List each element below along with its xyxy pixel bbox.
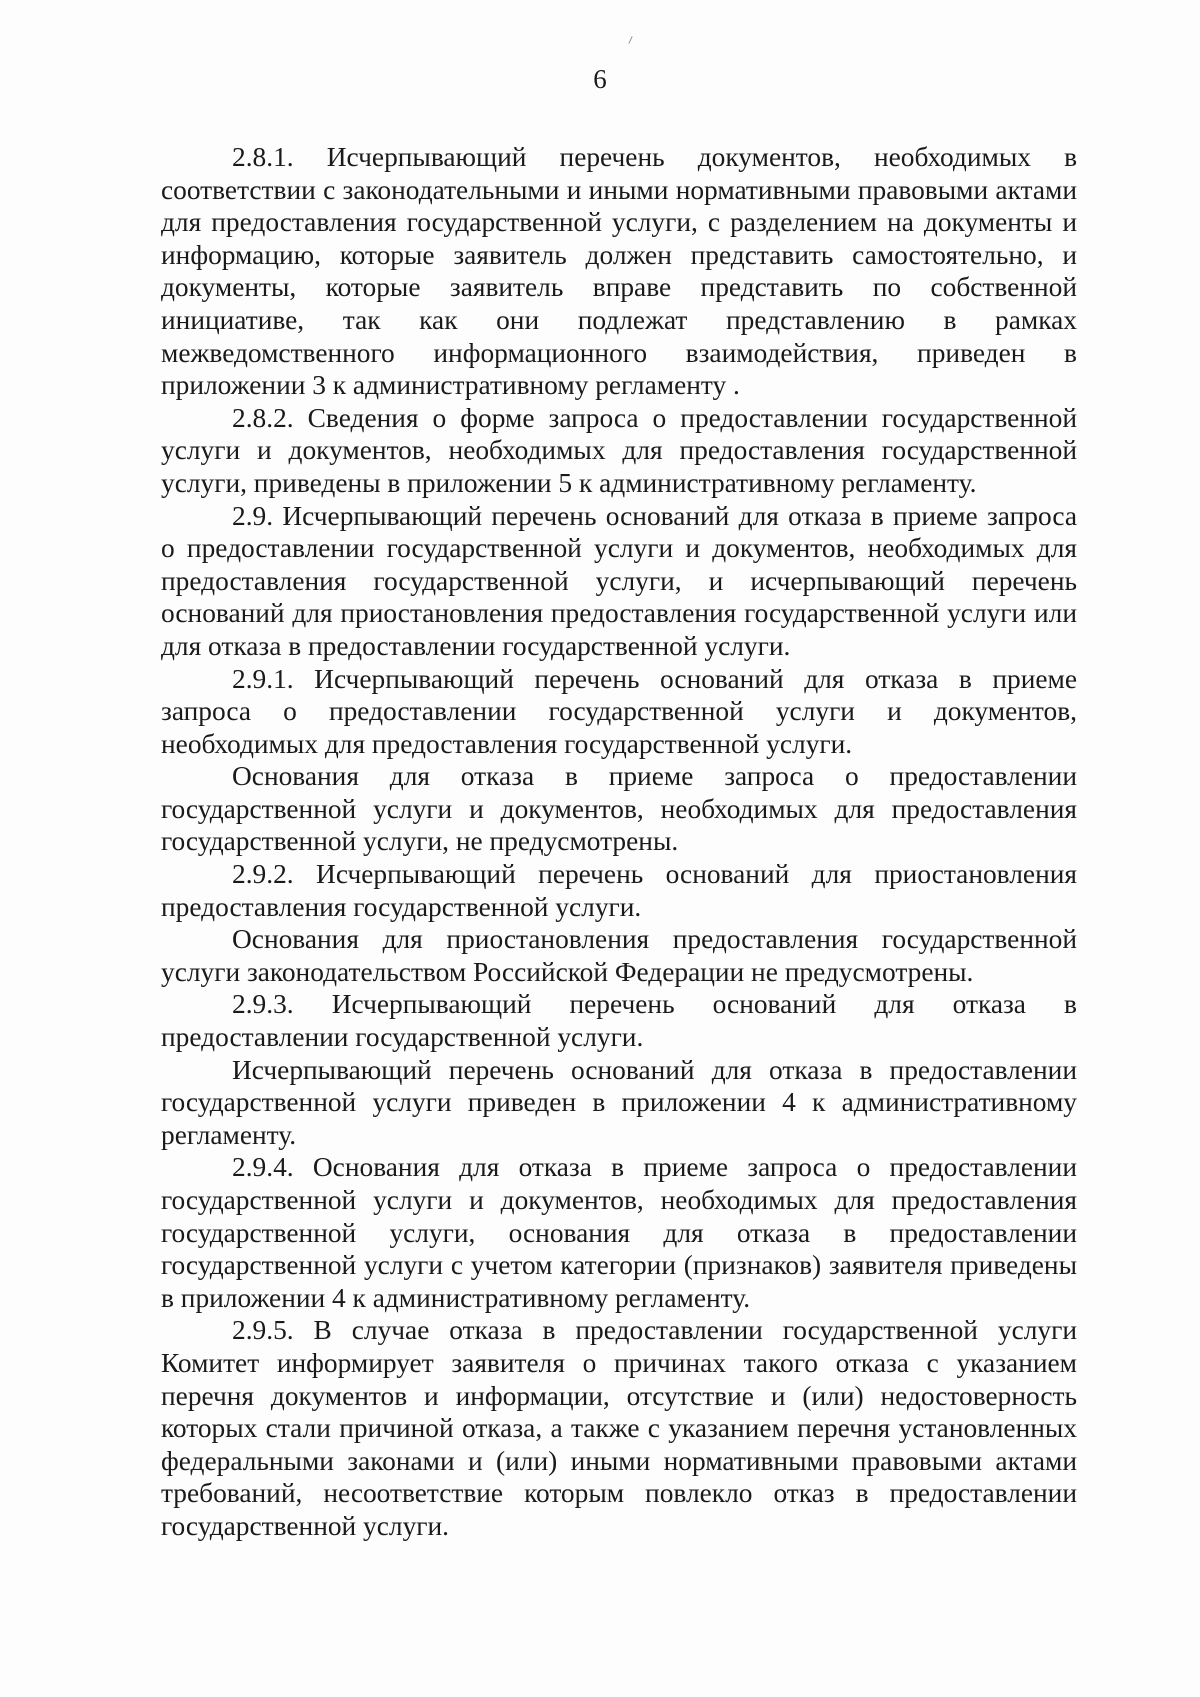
paragraph-2-9-3: 2.9.3. Исчерпывающий перечень оснований для отказа в предоставлении государственной услуги. [161, 989, 1077, 1053]
paragraph-2-9-2-text: Основания для приостановления предоставления государственной услуги законодательством Российской Федерации не предусмотрены. [161, 924, 1077, 987]
scan-mark [628, 36, 632, 44]
page-number: 6 [593, 64, 607, 94]
paragraph-2-9-2: 2.9.2. Исчерпывающий перечень оснований для приостановления предоставления государственной услуги. [161, 859, 1077, 922]
paragraph-2-9-3-text: Исчерпывающий перечень оснований для отказа в предоставлении государственной услуги приведен в приложении 4 к административному регламенту. [161, 1054, 1077, 1150]
paragraph-2-8-2: 2.8.2. Сведения о форме запроса о предоставлении государственной услуги и документов, необходимых для предоставления государственной услуги, приведены в приложении 5 к административному регламенту. [161, 402, 1077, 498]
paragraph-2-9-1-text: Основания для отказа в приеме запроса о предоставлении государственной услуги и документов, необходимых для предоставления государственной услуги, не предусмотрены. [161, 761, 1077, 857]
paragraph-2-9-5: 2.9.5. В случае отказа в предоставлении государственной услуги Комитет информирует заявителя о причинах такого отказа с указанием перечня документов и информации, отсутствие и (или) недостоверность которых стали причиной отказа, а также с указанием перечня установленных федеральными законами и (или) иными нормативными правовыми актами требований, несоответствие которым повлекло отказ в предоставлении государственной услуги. [161, 1315, 1077, 1541]
paragraph-2-9-1: 2.9.1. Исчерпывающий перечень оснований для отказа в приеме запроса о предоставлении государственной услуги и документов, необходимых для предоставления государственной услуги. [161, 663, 1077, 759]
paragraph-2-9: 2.9. Исчерпывающий перечень оснований для отказа в приеме запроса о предоставлении государственной услуги и документов, необходимых для предоставления государственной услуги, и исчерпывающий перечень оснований для приостановления предоставления государственной услуги или для отказа в предоставлении государственной услуги. [161, 500, 1077, 661]
paragraph-2-8-1: 2.8.1. Исчерпывающий перечень документов, необходимых в соответствии с законодательными и иными нормативными правовыми актами для предоставления государственной услуги, с разделением на документы и информацию, которые заявитель должен представить самостоятельно, и документы, которые заявитель вправе представить по собственной инициативе, так как они подлежат представлению в рамках межведомственного информационного взаимодействия, приведен в приложении 3 к административному регламенту . [161, 142, 1077, 401]
document-body [161, 141, 1077, 1543]
paragraph-2-9-4: 2.9.4. Основания для отказа в приеме запроса о предоставлении государственной услуги и документов, необходимых для предоставления государственной услуги, основания для отказа в предоставлении государственной услуги с учетом категории (признаков) заявителя приведены в приложении 4 к административному регламенту. [161, 1152, 1077, 1313]
